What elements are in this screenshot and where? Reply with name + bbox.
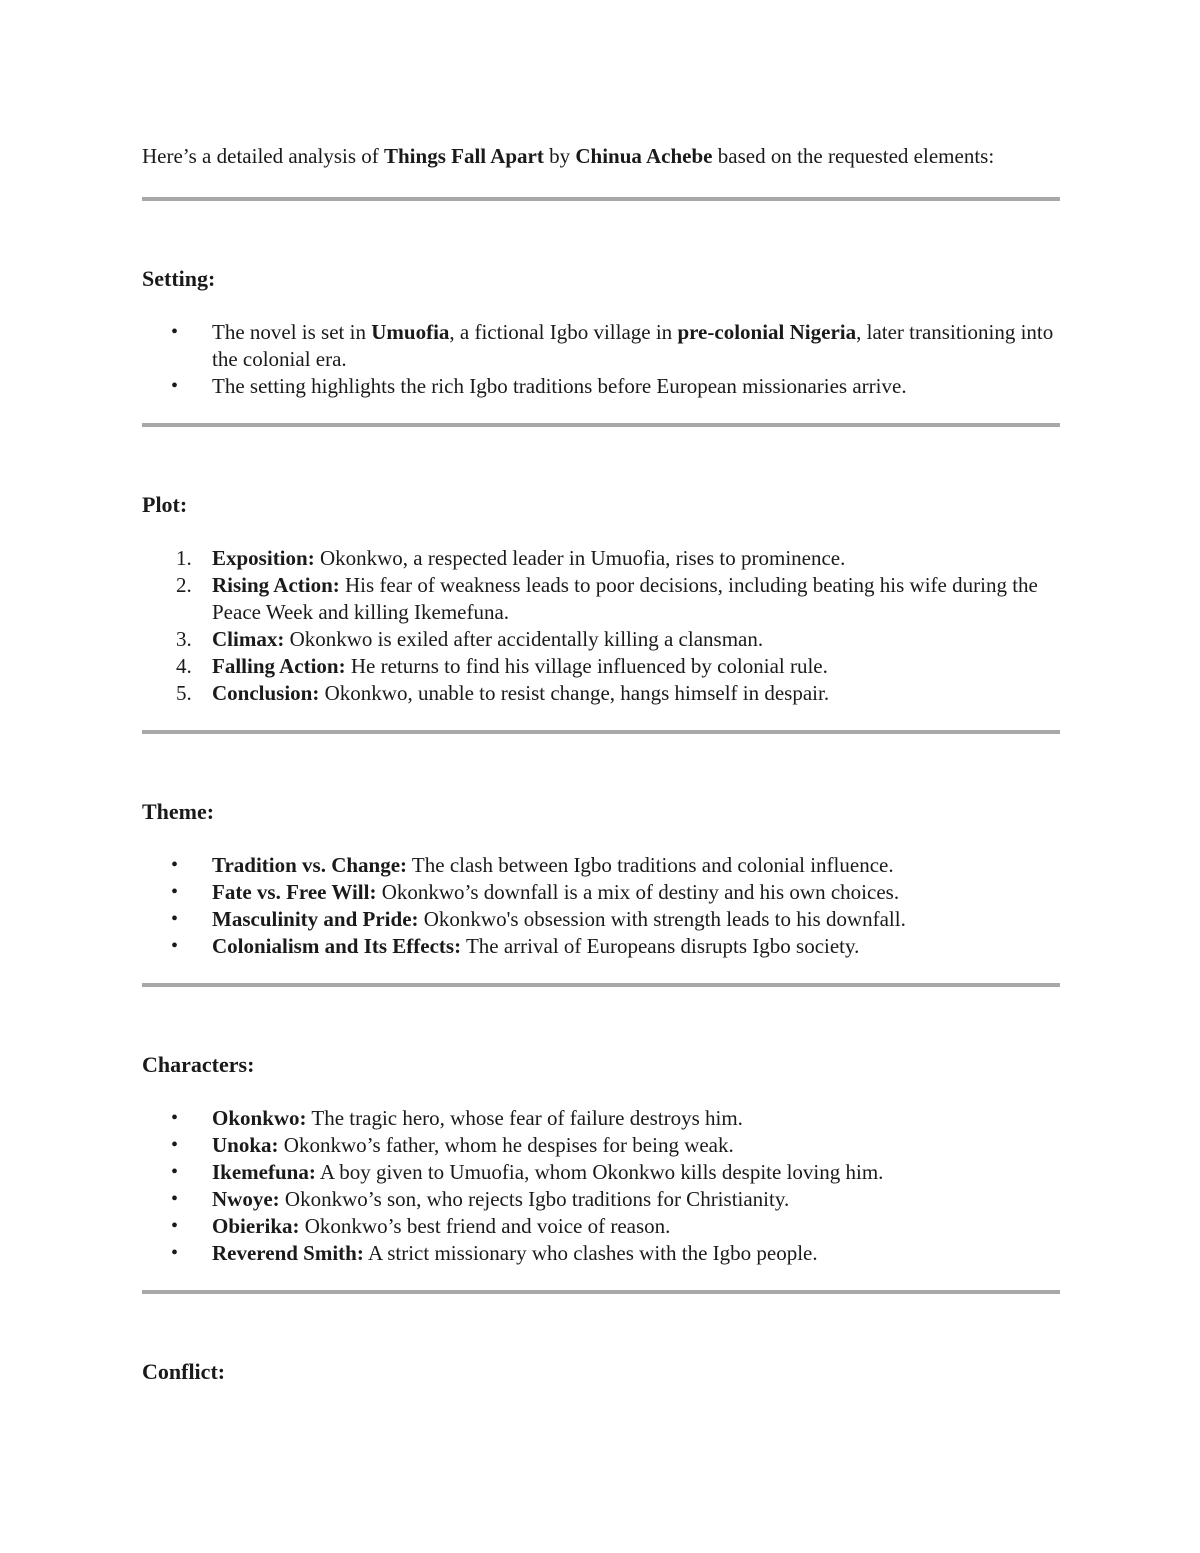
item-text: , a fictional Igbo village in (449, 320, 678, 344)
setting-heading: Setting: (142, 266, 216, 291)
setting-section (142, 265, 1060, 423)
list-number: 3. (176, 627, 192, 651)
document-body (142, 143, 1060, 1386)
item-label: Obierika: (212, 1214, 300, 1238)
bullet-mark: • (171, 1161, 179, 1183)
list-item (142, 879, 1060, 906)
item-label: Climax: (212, 627, 285, 651)
list-number: 2. (176, 573, 192, 597)
item-label: Exposition: (212, 546, 315, 570)
bullet-mark: • (171, 375, 179, 397)
plot-list (142, 545, 1060, 707)
item-text: He returns to find his village influenced by colonial rule. (345, 654, 828, 678)
list-item (142, 319, 1060, 373)
item-text: The tragic hero, whose fear of failure destroys him. (306, 1106, 743, 1130)
characters-section (142, 1051, 1060, 1290)
book-title: Things Fall Apart (384, 144, 544, 168)
item-text: Okonkwo's obsession with strength leads to his downfall. (418, 907, 906, 931)
item-label: Rising Action: (212, 573, 340, 597)
intro-prefix: Here’s a detailed analysis of (142, 144, 384, 168)
book-author: Chinua Achebe (575, 144, 713, 168)
list-number: 1. (176, 546, 192, 570)
list-item (142, 1159, 1060, 1186)
item-label: Tradition vs. Change: (212, 853, 408, 877)
item-text: His fear of weakness leads to poor decisions, including beating his wife during the Peace Week and killing Ikemefuna. (212, 573, 1038, 624)
item-text: A strict missionary who clashes with the Igbo people. (363, 1241, 818, 1265)
plot-heading: Plot: (142, 492, 188, 517)
list-item (142, 852, 1060, 879)
list-item (142, 1240, 1060, 1267)
list-item (142, 680, 1060, 707)
bullet-mark: • (171, 1215, 179, 1237)
bullet-mark: • (171, 881, 179, 903)
item-text: The novel is set in (212, 320, 372, 344)
item-text: Okonkwo’s son, who rejects Igbo traditions for Christianity. (279, 1187, 790, 1211)
item-label: Masculinity and Pride: (212, 907, 419, 931)
item-label: Unoka: (212, 1133, 279, 1157)
list-item (142, 572, 1060, 626)
bullet-mark: • (171, 1242, 179, 1264)
characters-heading: Characters: (142, 1052, 255, 1077)
item-label: Nwoye: (212, 1187, 280, 1211)
bullet-mark: • (171, 1107, 179, 1129)
theme-heading: Theme: (142, 799, 215, 824)
item-text: The clash between Igbo traditions and colonial influence. (407, 853, 894, 877)
item-text: A boy given to Umuofia, whom Okonkwo kills despite loving him. (315, 1160, 884, 1184)
item-text: The arrival of Europeans disrupts Igbo society. (461, 934, 860, 958)
item-text: The setting highlights the rich Igbo traditions before European missionaries arrive. (212, 374, 907, 398)
item-text: Okonkwo’s father, whom he despises for being weak. (278, 1133, 734, 1157)
item-label: Fate vs. Free Will: (212, 880, 377, 904)
plot-section (142, 491, 1060, 730)
list-item (142, 906, 1060, 933)
intro-suffix: based on the requested elements: (712, 144, 995, 168)
item-text: Okonkwo is exiled after accidentally killing a clansman. (284, 627, 764, 651)
list-item (142, 373, 1060, 400)
bold-text: Umuofia (371, 320, 450, 344)
item-text: Okonkwo, unable to resist change, hangs himself in despair. (319, 681, 830, 705)
item-label: Falling Action: (212, 654, 346, 678)
conflict-section (142, 1358, 1060, 1386)
list-item (142, 933, 1060, 960)
item-label: Okonkwo: (212, 1106, 307, 1130)
bullet-mark: • (171, 908, 179, 930)
bullet-mark: • (171, 1134, 179, 1156)
item-text: , later transitioning into the colonial era. (212, 320, 1054, 371)
bullet-mark: • (171, 321, 179, 343)
list-item (142, 1186, 1060, 1213)
intro-paragraph (142, 143, 1060, 170)
item-label: Reverend Smith: (212, 1241, 364, 1265)
list-item (142, 1132, 1060, 1159)
item-label: Conclusion: (212, 681, 320, 705)
list-item (142, 653, 1060, 680)
characters-list (142, 1105, 1060, 1267)
bullet-mark: • (171, 1188, 179, 1210)
list-item (142, 1105, 1060, 1132)
setting-list (142, 319, 1060, 400)
list-item (142, 626, 1060, 653)
conflict-heading: Conflict: (142, 1359, 226, 1384)
item-label: Colonialism and Its Effects: (212, 934, 462, 958)
list-item (142, 1213, 1060, 1240)
bullet-mark: • (171, 935, 179, 957)
list-number: 5. (176, 681, 192, 705)
theme-section (142, 798, 1060, 983)
item-label: Ikemefuna: (212, 1160, 316, 1184)
list-item (142, 545, 1060, 572)
theme-list (142, 852, 1060, 960)
item-text: Okonkwo’s downfall is a mix of destiny and his own choices. (376, 880, 900, 904)
item-text: Okonkwo’s best friend and voice of reason. (299, 1214, 671, 1238)
item-text: Okonkwo, a respected leader in Umuofia, rises to prominence. (314, 546, 846, 570)
bold-text: pre-colonial Nigeria (677, 320, 857, 344)
list-number: 4. (176, 654, 192, 678)
bullet-mark: • (171, 854, 179, 876)
intro-by: by (543, 144, 576, 168)
